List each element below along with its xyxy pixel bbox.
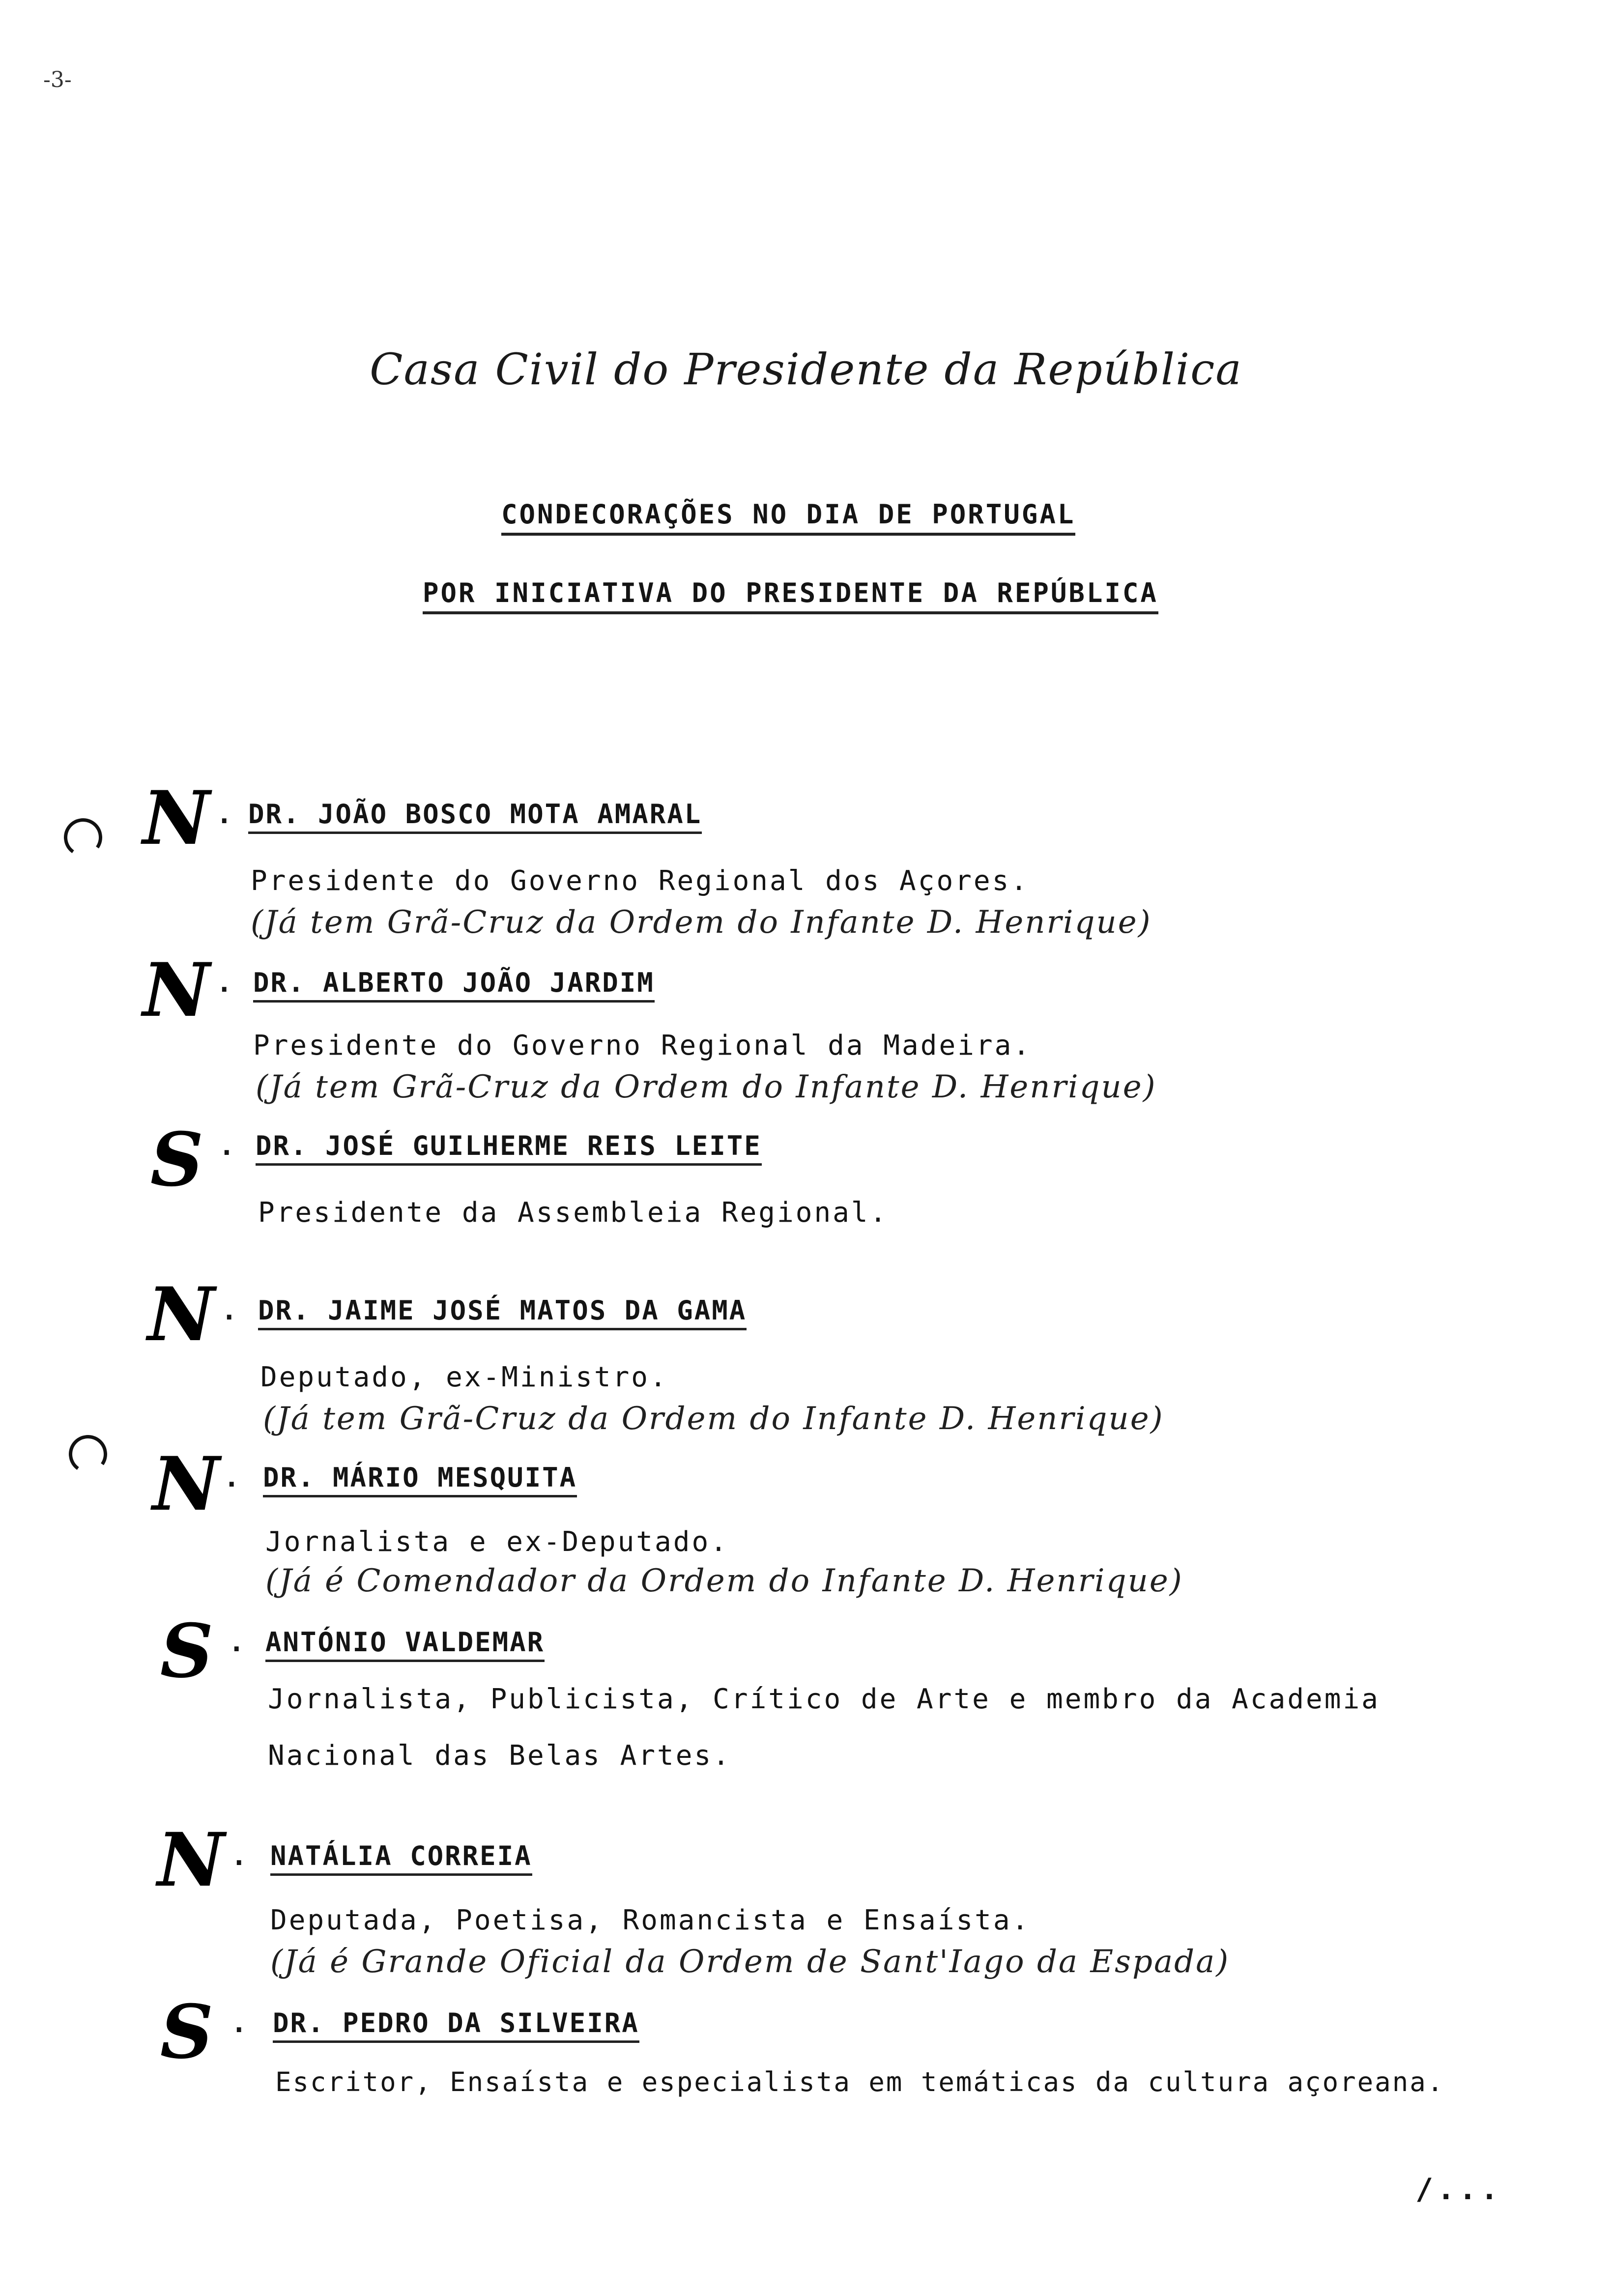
handwritten-note: (Já tem Grã-Cruz da Ordem do Infante D. Henrique) — [263, 1401, 1164, 1437]
entry-name: DR. JOSÉ GUILHERME REIS LEITE — [256, 1130, 762, 1166]
approval-mark: N — [143, 775, 210, 861]
entry-description: Deputado, ex-Ministro. — [260, 1361, 668, 1393]
bullet: . — [216, 799, 232, 830]
entry-description: Escritor, Ensaísta e especialista em temáticas da cultura açoreana. — [275, 2066, 1445, 2097]
bullet: . — [219, 1130, 235, 1161]
entry-name: NATÁLIA CORREIA — [270, 1840, 532, 1876]
entry-name: DR. PEDRO DA SILVEIRA — [273, 2008, 639, 2043]
handwritten-note: (Já tem Grã-Cruz da Ordem do Infante D. Henrique) — [251, 904, 1152, 941]
margin-page-mark: -3- — [43, 67, 72, 92]
bullet: . — [231, 1840, 247, 1871]
handwritten-note: (Já é Comendador da Ordem do Infante D. Henrique) — [265, 1563, 1183, 1599]
entry-description: Presidente do Governo Regional dos Açores. — [251, 865, 1030, 897]
continuation-mark: /... — [1415, 2172, 1502, 2207]
title-line-2: POR INICIATIVA DO PRESIDENTE DA REPÚBLICA — [423, 577, 1158, 614]
approval-mark: N — [143, 947, 210, 1033]
entry-description: Presidente do Governo Regional da Madeira. — [253, 1030, 1032, 1062]
bullet: . — [231, 2008, 247, 2038]
entry-name: DR. ALBERTO JOÃO JARDIM — [253, 967, 655, 1003]
entry-name: DR. JAIME JOSÉ MATOS DA GAMA — [258, 1295, 747, 1330]
entry-name: DR. JOÃO BOSCO MOTA AMARAL — [248, 799, 702, 834]
bullet: . — [221, 1295, 237, 1326]
entry-description: Jornalista, Publicista, Crítico de Arte e membro da Academia — [268, 1683, 1380, 1715]
handwritten-note: (Já tem Grã-Cruz da Ordem do Infante D. Henrique) — [256, 1069, 1157, 1105]
title-line-1: CONDECORAÇÕES NO DIA DE PORTUGAL — [501, 499, 1075, 536]
entry-description: Nacional das Belas Artes. — [268, 1740, 731, 1772]
entry-name: DR. MÁRIO MESQUITA — [263, 1462, 577, 1497]
circle-mark — [61, 815, 105, 860]
entry-description: Presidente da Assembleia Regional. — [258, 1197, 889, 1229]
approval-mark: N — [157, 1817, 225, 1903]
approval-mark: N — [152, 1441, 220, 1527]
letterhead: Casa Civil do Presidente da República — [370, 344, 1242, 395]
bullet: . — [216, 967, 232, 998]
entry-description: Jornalista e ex-Deputado. — [265, 1526, 729, 1558]
bullet: . — [224, 1462, 240, 1493]
entry-name: ANTÓNIO VALDEMAR — [265, 1627, 545, 1662]
approval-mark: S — [150, 1117, 204, 1203]
approval-mark: S — [160, 1608, 214, 1694]
bullet: . — [229, 1627, 245, 1658]
entry-description: Deputada, Poetisa, Romancista e Ensaísta. — [270, 1904, 1031, 1936]
handwritten-note: (Já é Grande Oficial da Ordem de Sant'Iago da Espada) — [270, 1944, 1230, 1980]
approval-mark: S — [160, 1989, 214, 2075]
approval-mark: N — [147, 1271, 215, 1358]
circle-mark — [66, 1432, 110, 1476]
